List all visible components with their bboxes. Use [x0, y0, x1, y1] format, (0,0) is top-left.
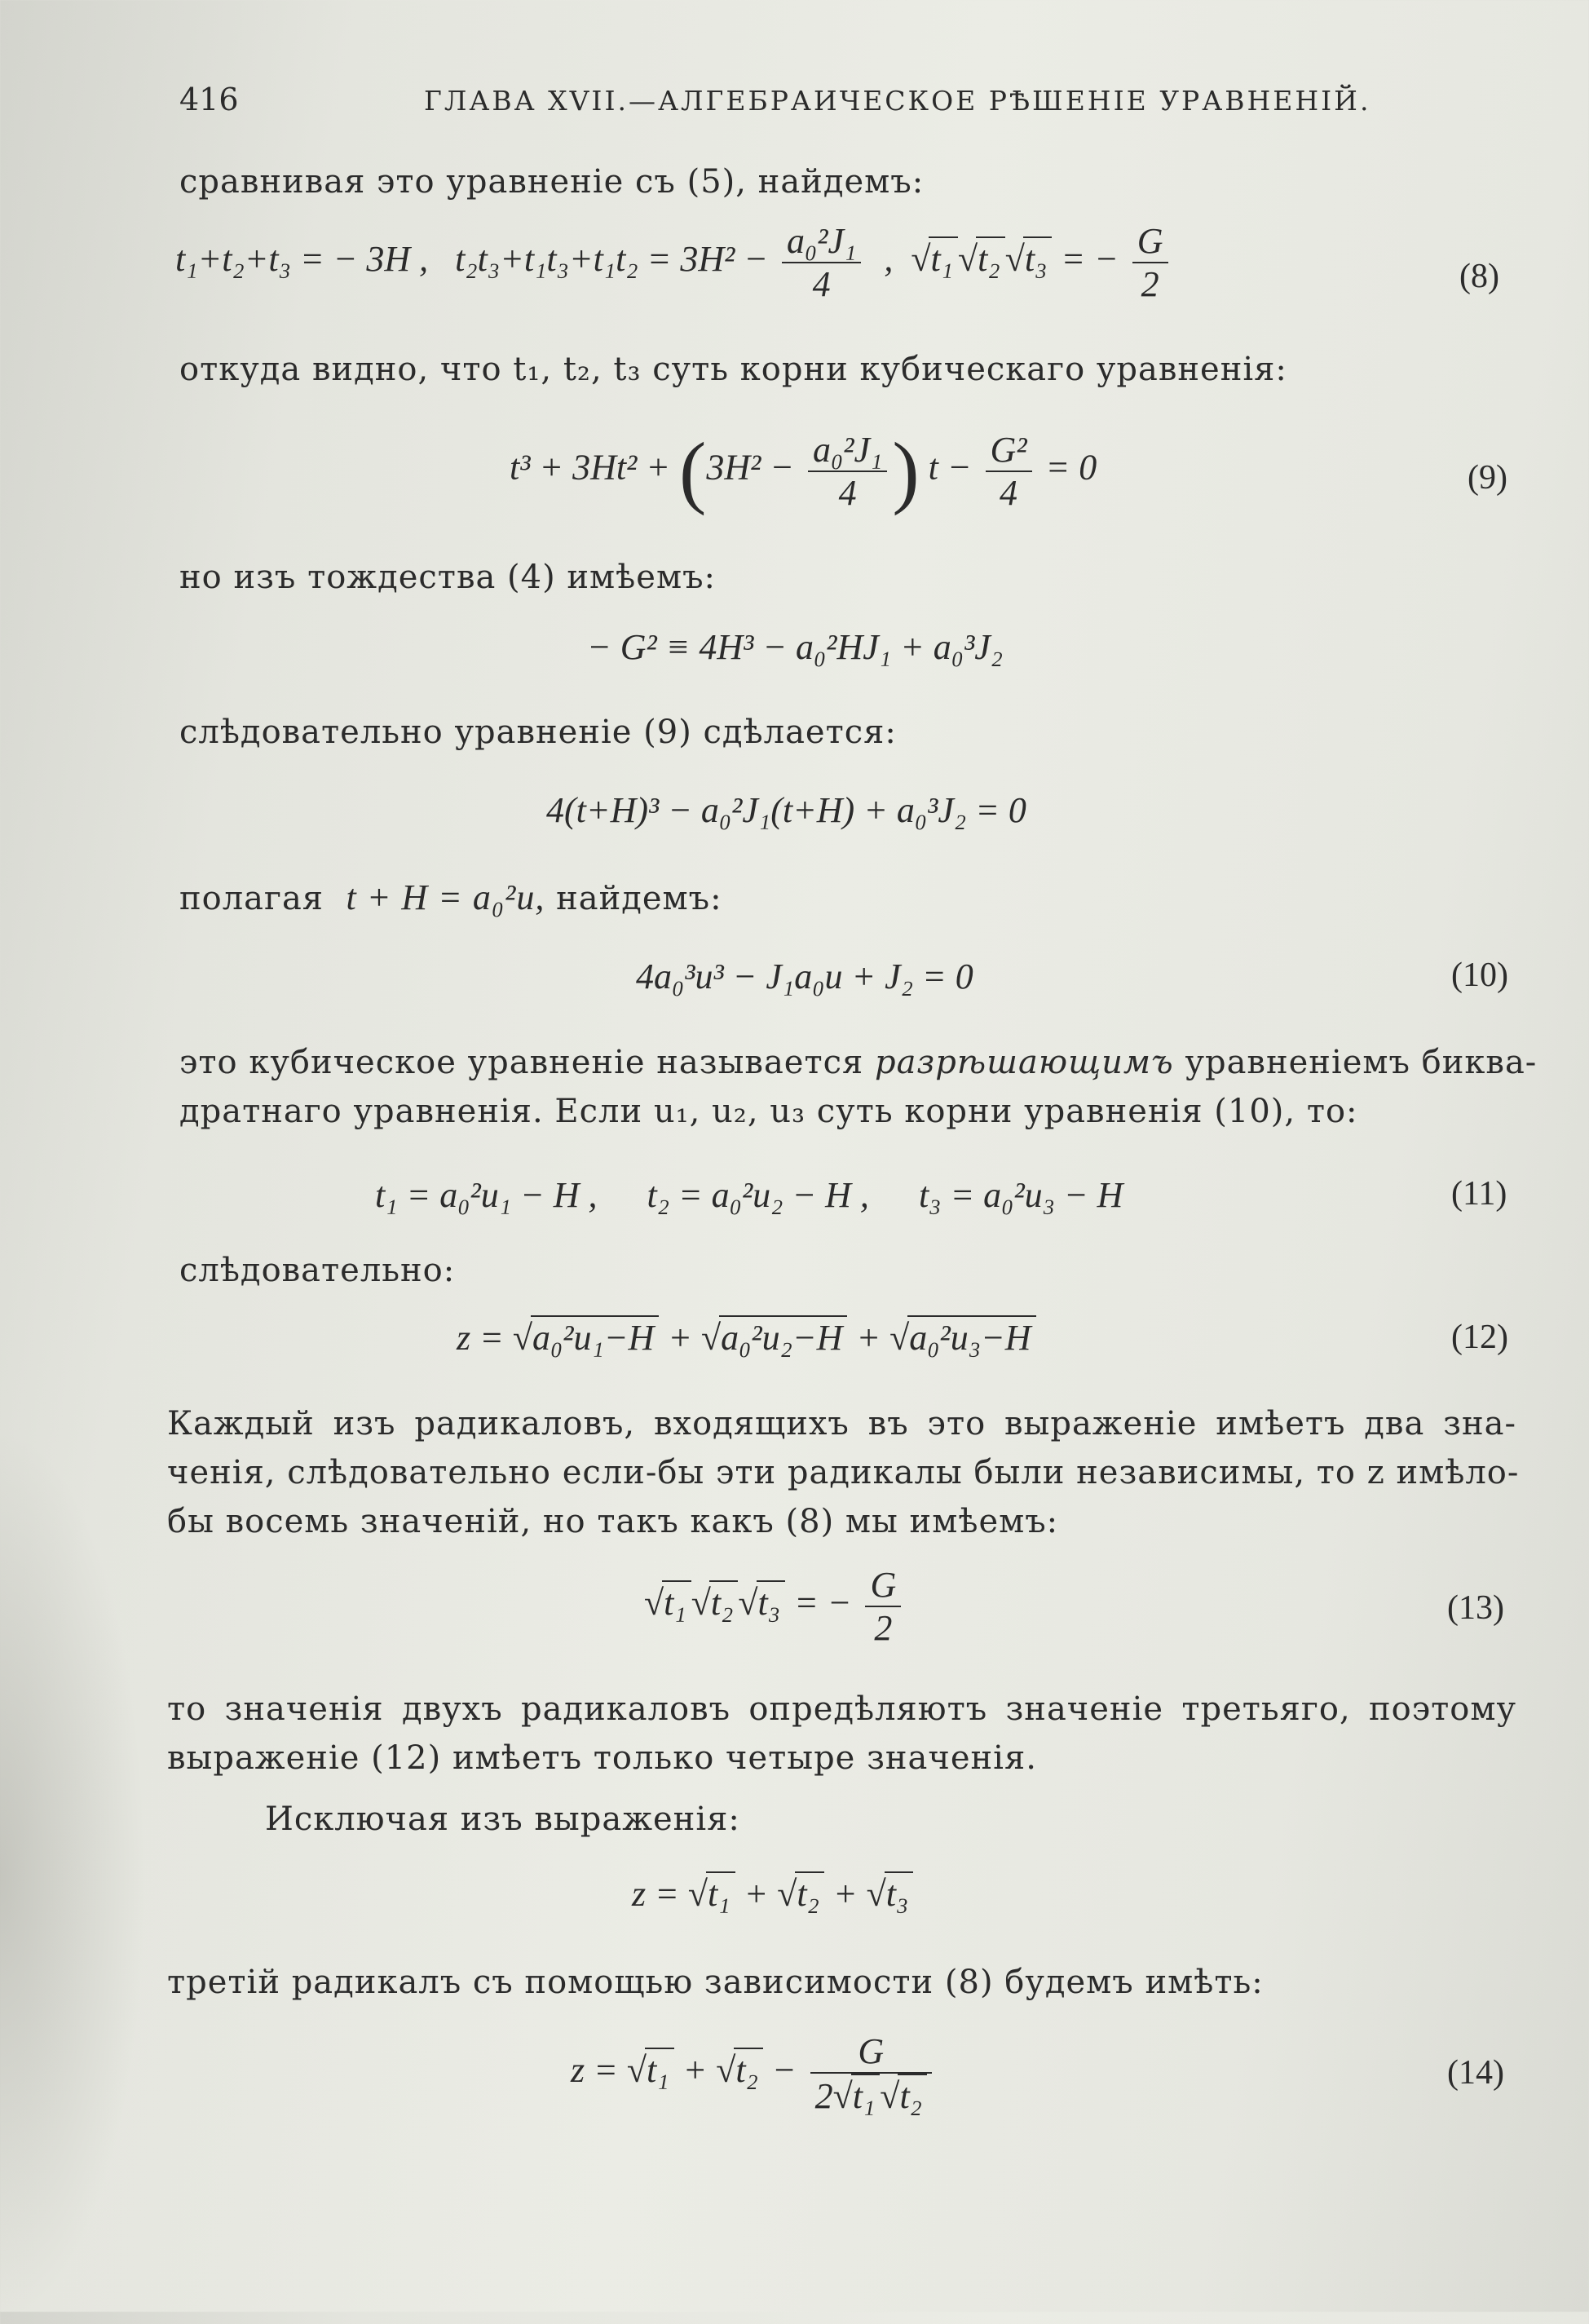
paragraph-line-1: Каждый изъ радикаловъ, входящихъ въ это выраженіе имѣетъ два зна- [167, 1405, 1516, 1443]
eq-number-13: (13) [1447, 1589, 1504, 1627]
eq-number-14: (14) [1447, 2054, 1504, 2092]
eq13-fraction: $\frac{G}{2}$ [865, 1564, 901, 1649]
eq8-part-a: t₁+t₂+t₃ = − 3H , [175, 239, 429, 280]
page-header [179, 82, 1426, 130]
eq-number-12: (12) [1451, 1319, 1508, 1356]
eq-number-8: (8) [1459, 258, 1499, 295]
equation-14: z = √t₁ + √t₂ − $\frac{G}{\text{2√t₁ √t₂}}$ [571, 2030, 937, 2117]
paragraph-line-7: третій радикалъ съ помощью зависимости (8) будемъ имѣть: [167, 1964, 1264, 2001]
text-line-5: полагая t + H = a₀²u, найдемъ: [179, 877, 722, 917]
page-number: 416 [179, 82, 239, 117]
eq-number-9: (9) [1468, 459, 1507, 497]
eq9-fraction-1: $\frac{\text{a₀²J₁}}{4}$ [808, 429, 887, 514]
eq-number-10: (10) [1451, 957, 1508, 994]
eq-number-11: (11) [1451, 1175, 1507, 1213]
eq9-fraction-2: $\frac{\text{G²}}{4}$ [986, 429, 1032, 514]
equation-13: √t₁ √t₂ √t₃ = − $\frac{G}{2}$ [644, 1564, 906, 1649]
equation-8: t₁+t₂+t₃ = − 3H , t₂t₃+t₁t₃+t₁t₂ = 3H² − $\frac{\text{a₀²J₁}}{4}$ , √t₁ √t₂ √t₃ = − $\frac{G}{2}$ [175, 220, 1173, 305]
substitution: t + H = a₀²u, [346, 877, 545, 917]
text-line-3: но изъ тождества (4) имѣемъ: [179, 559, 716, 596]
running-title: ГЛАВА XVII.—АЛГЕБРАИЧЕСКОЕ РѢШЕНІЕ УРАВНЕНІЙ. [424, 85, 1371, 117]
eq8-fraction-2: $\frac{G}{2}$ [1132, 220, 1168, 305]
eq8-fraction-1: $\frac{\text{a₀²J₁}}{4}$ [782, 220, 861, 305]
paragraph-line-3: бы восемь значеній, но такъ какъ (8) мы имѣемъ: [167, 1503, 1059, 1540]
paragraph-line-6: Исключая изъ выраженія: [265, 1800, 740, 1838]
equation-11: t₁ = a₀²u₁ − H , t₂ = a₀²u₂ − H , t₃ = a₀²u₃ − H [375, 1175, 1123, 1215]
text-line-8: слѣдовательно: [179, 1252, 456, 1289]
equation-12: z = √a₀²u₁−H + √a₀²u₂−H + √a₀²u₃−H [457, 1315, 1036, 1359]
equation-10: 4a₀³u³ − J₁a₀u + J₂ = 0 [636, 957, 973, 996]
text-line-4: слѣдовательно уравненіе (9) сдѣлается: [179, 714, 897, 751]
z-sum-equation: z = √t₁ + √t₂ + √t₃ [632, 1871, 913, 1915]
text-line-2: откуда видно, что t₁, t₂, t₃ суть корни кубическаго уравненія: [179, 351, 1287, 388]
identity-equation: − G² ≡ 4H³ − a₀²HJ₁ + a₀³J₂ [587, 627, 1004, 667]
paragraph-line-2: ченія, слѣдовательно если-бы эти радикалы были независимы, то z имѣло- [167, 1454, 1520, 1491]
equation-9: t³ + 3Ht² + (3H² − $\frac{\text{a₀²J₁}}{4}$ ) t − $\frac{\text{G²}}{4}$ = 0 [510, 426, 1097, 516]
substituted-equation: 4(t+H)³ − a₀²J₁(t+H) + a₀³J₂ = 0 [546, 790, 1026, 830]
text-line-1: сравнивая это уравненіе съ (5), найдемъ: [179, 163, 925, 201]
text-line-6: это кубическое уравненіе называется разрѣшающимъ уравненіемъ биква- [179, 1044, 1538, 1081]
text-line-7: дратнаго уравненія. Если u₁, u₂, u₃ суть корни уравненія (10), то: [179, 1093, 1358, 1130]
paragraph-line-5: выраженіе (12) имѣетъ только четыре значенія. [167, 1739, 1037, 1777]
eq14-fraction: $\frac{G}{\text{2√t₁ √t₂}}$ [810, 2030, 932, 2117]
eq8-part-b: t₂t₃+t₁t₃+t₁t₂ = 3H² − [455, 239, 768, 280]
emphasized-term: разрѣшающимъ [874, 1044, 1174, 1081]
paragraph-line-4: то значенія двухъ радикаловъ опредѣляютъ значеніе третьяго, поэтому [167, 1690, 1516, 1728]
